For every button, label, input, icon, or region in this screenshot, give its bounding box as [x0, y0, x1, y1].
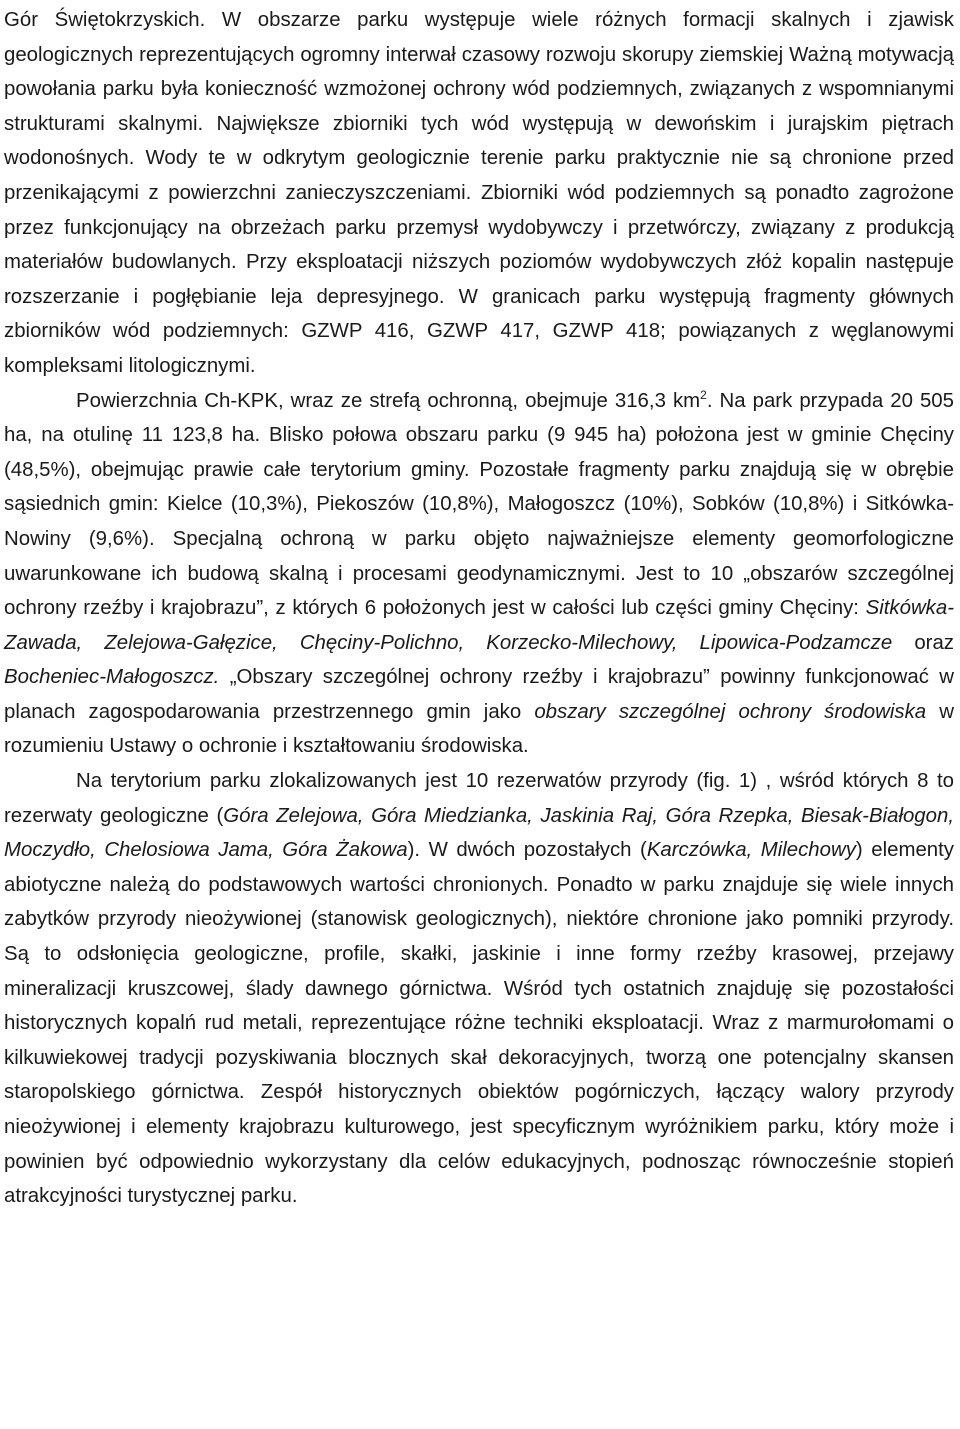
superscript: 2: [700, 387, 707, 402]
text-run: ). W dwóch pozostałych (: [407, 839, 647, 862]
paragraph-water-protection: [4, 3, 954, 384]
italic-text: Bocheniec-Małogoszcz.: [4, 666, 220, 689]
italic-text: obszary szczególnej ochrony środowiska: [534, 700, 927, 723]
text-run: . Na park przypada 20 505 ha, na otulinę 11 123,8 ha. Blisko połowa obszaru parku (9 945 ha) położona jest w gminie Chęciny (48,5%), obejmując prawie całe terytorium gminy. Pozostałe fragmenty parku znajdują się w obrębie sąsiednich gmin: Kielce (10,3%), Piekoszów (10,8%), Małogoszcz (10%), Sobków (10,8%) i Sitkówka-Nowiny (9,6%). Specjalną ochroną w parku objęto najważniejsze elementy geomorfologiczne uwarunkowane ich budową skalną i procesami geodynamicznymi. Jest to 10 „obszarów szczególnej ochrony rzeźby i krajobrazu”, z których 6 położonych jest w całości lub części gminy Chęciny:: [4, 389, 954, 620]
paragraph-nature-reserves: [4, 764, 954, 1214]
italic-text: Karczówka, Milechowy: [646, 839, 856, 862]
text-run: Na terytorium parku zlokalizowanych jest 10 rezerwatów przyrody (fig. 1) , wśród których 8 to rezerwaty geologiczne (: [4, 770, 954, 827]
text-run: ) elementy abiotyczne należą do podstawowych wartości chronionych. Ponadto w parku znajduje się wiele innych zabytków przyrody nieożywionej (stanowisk geologicznych), niektóre chronione jako pomniki przyrody. Są to odsłonięcia geologiczne, profile, skałki, jaskinie i inne formy rzeźby krasowej, przejawy mineralizacji kruszcowej, ślady dawnego górnictwa. Wśród tych ostatnich znajduję się pozostałości historycznych kopalń rud metali, reprezentujące różne techniki eksploatacji. Wraz z marmurołomami o kilkuwiekowej tradycji pozyskiwania blocznych skał dekoracyjnych, tworzą one potencjalny skansen staropolskiego górnictwa. Zespół historycznych obiektów pogórniczych, łączący walory przyrody nieożywionej i elementy krajobrazu kulturowego, jest specyficznym wyróżnikiem parku, który może i powinien być odpowiednio wykorzystany dla celów edukacyjnych, podnosząc równocześnie stopień atrakcyjności turystycznej parku.: [4, 839, 954, 1208]
text-run: Powierzchnia Ch-KPK, wraz ze strefą ochronną, obejmuje 316,3 km: [76, 389, 701, 412]
italic-text: Góra Zelejowa, Góra Miedzianka, Jaskinia Raj, Góra Rzepka, Biesak-Białogon, Moczydło, Chelosiowa Jama, Góra Żakowa: [4, 804, 954, 862]
paragraph-park-area: [4, 384, 954, 765]
text-run: Gór Świętokrzyskich. W obszarze parku występuje wiele różnych formacji skalnych i zjawisk geologicznych reprezentujących ogromny interwał czasowy rozwoju skorupy ziemskiej Ważną motywacją powołania parku była konieczność wzmożonej ochrony wód podziemnych, związanych z wspomnianymi strukturami skalnymi. Największe zbiorniki tych wód występują w dewońskim i jurajskim piętrach wodonośnych. Wody te w odkrytym geologicznie terenie parku praktycznie nie są chronione przed przenikającymi z powierzchni zanieczyszczeniami. Zbiorniki wód podziemnych są ponadto zagrożone przez funkcjonujący na obrzeżach parku przemysł wydobywczy i przetwórczy, związany z produkcją materiałów budowlanych. Przy eksploatacji niższych poziomów wydobywczych złóż kopalin następuje rozszerzanie i pogłębianie leja depresyjnego. W granicach parku występują fragmenty głównych zbiorników wód podziemnych: GZWP 416, GZWP 417, GZWP 418; powiązanych z węglanowymi kompleksami litologicznymi.: [4, 9, 954, 377]
italic-text: Sitkówka-Zawada, Zelejowa-Gałęzice, Chęciny-Polichno, Korzecko-Milechowy, Lipowica-Podzamcze: [4, 597, 954, 654]
text-run: „Obszary szczególnej ochrony rzeźby i krajobrazu” powinny funkcjonować w planach zagospodarowania przestrzennego gmin jako: [4, 666, 954, 723]
text-run: oraz: [892, 631, 954, 654]
text-run: w rozumieniu Ustawy o ochronie i kształtowaniu środowiska.: [4, 700, 954, 758]
